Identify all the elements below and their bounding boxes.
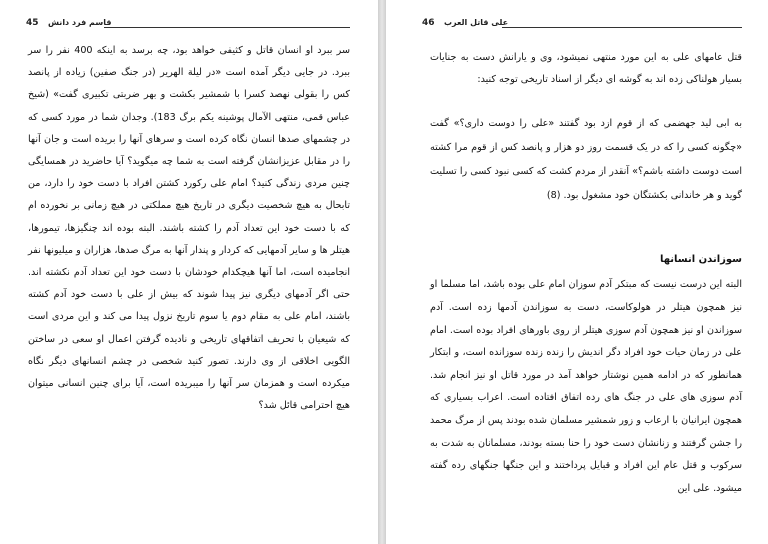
right-page-paragraph-1: قتل عامهای علی به این مورد منتهی نمیشود، وی و یارانش دست به جنایات بسیار هولناکی زده اند به گوشه ای دیگر از اسناد تاریخی توجه کنید:	[430, 52, 742, 86]
left-page-body	[28, 40, 350, 417]
right-page-quote-paragraph: به ابی لید جهضمی که از قوم ازد بود گفتند «علی را دوست داری؟» گفت «چگونه کسی را که در یک قسمت روز دو هزار و پانصد کس از قوم مرا کشته است دوست داشته باشم؟» آنقدر از مردم کشت که کسی نبود کسی را تسلیت گوید و هر خاندانی بکشتگان خود مشغول بود. (8)	[430, 118, 742, 202]
right-page-paragraph-3: البته این درست نیست که مبتکر آدم سوزان امام علی بوده باشد، اما مسلما او نیز همچون هیتلر در هولوکاست، دست به سوزاندن آدمها زده است. آدم سوزاندن او نیز همچون آدم سوزی هیتلر از روی باورهای افراد بوده است. امام علی در زمان حیات خود افراد دگر اندیش را زنده زنده سوزانده است، و ابتکار همانطور که در ادامه همین نوشتار خواهد آمد در مورد قاتل او نیز انجام شد. آدم سوزی های علی در جنگ های رده اتفاق افتاده است. اعراب بسیاری که همچون ایرانیان با ارعاب و زور شمشیر مسلمان شده بودند پس از مرگ محمد را جشن گرفتند و زنانشان دست خود را حنا بسته بودند، مسلمانان به شدت به سرکوب و قتل عام این افراد و قبایل پرداختند و این جنگها جنگهای رده گفته میشود. علی این	[430, 279, 742, 494]
section-title: سوزاندن انسانها	[659, 254, 742, 266]
left-page	[0, 0, 378, 544]
left-page-header	[26, 18, 352, 36]
right-page	[386, 0, 768, 544]
left-page-header-title: قاسم فرد دانش	[48, 18, 112, 27]
left-page-number: 45	[26, 18, 39, 28]
right-page-header-title: علی قاتل العرب	[444, 18, 509, 27]
left-page-paragraph: سر ببرد او انسان قاتل و کثیفی خواهد بود، چه برسد به اینکه 400 نفر را سر ببرد. در جایی دیگر آمده است «در لیلة الهریر (در جنگ صفین) زیاده از پانصد کس را بقولی نهصد کسرا با شمشیر بکشت و بهر ضربتی تکبیری گفت» (شیخ عباس قمی، منتهی الآمال پوشینه یکم برگ 183). وجدان شما در مورد کسی که در چشمهای صدها انسان نگاه کرده است و سرهای آنها را بریده است و جان آنها را در مقابل عزیزانشان گرفته است به شما چه میگوید؟ آیا حاضرید در همسایگی چنین مردی زندگی کنید؟ امام علی رکورد کشتن افراد با دست خود را دارد، من تابحال به هیچ شخصیت دیگری در تاریخ هیچ مملکتی در هیچ زمانی بر نخورده ام که با دست خود این تعداد آدم را کشته باشند. البته بوده اند چنگیزها، تیمورها، هیتلر ها و سایر آدمهایی که کردار و پندار آنها به مرگ صدها، هزاران و میلیونها نفر انجامیده است، اما آنها هیچکدام خودشان با دست خود این تعداد آدم نکشته اند. حتی اگر آدمهای دیگری نیز پیدا شوند که بیش از علی با دست خود آدم کشته باشند، امام علی به مقام دوم یا سوم تاریخ نزول پیدا می کند و این مردی است که شیعیان با تحریف اتفاقهای تاریخی و نادیده گرفتن اعمال او سعی در ساختن الگویی اخلاقی از وی دارند. تصور کنید شخصی در چشم انسانهای دیگر نگاه میکرده است و همزمان سر آنها را میبریده است، آیا برای چنین انسانی میتوان هیچ احترامی قائل شد؟	[28, 45, 350, 412]
right-page-header	[422, 18, 744, 36]
book-gutter	[378, 0, 386, 544]
right-header-rule	[502, 27, 742, 28]
right-page-number: 46	[422, 18, 435, 28]
right-page-body	[430, 47, 742, 500]
left-header-rule	[104, 27, 350, 28]
